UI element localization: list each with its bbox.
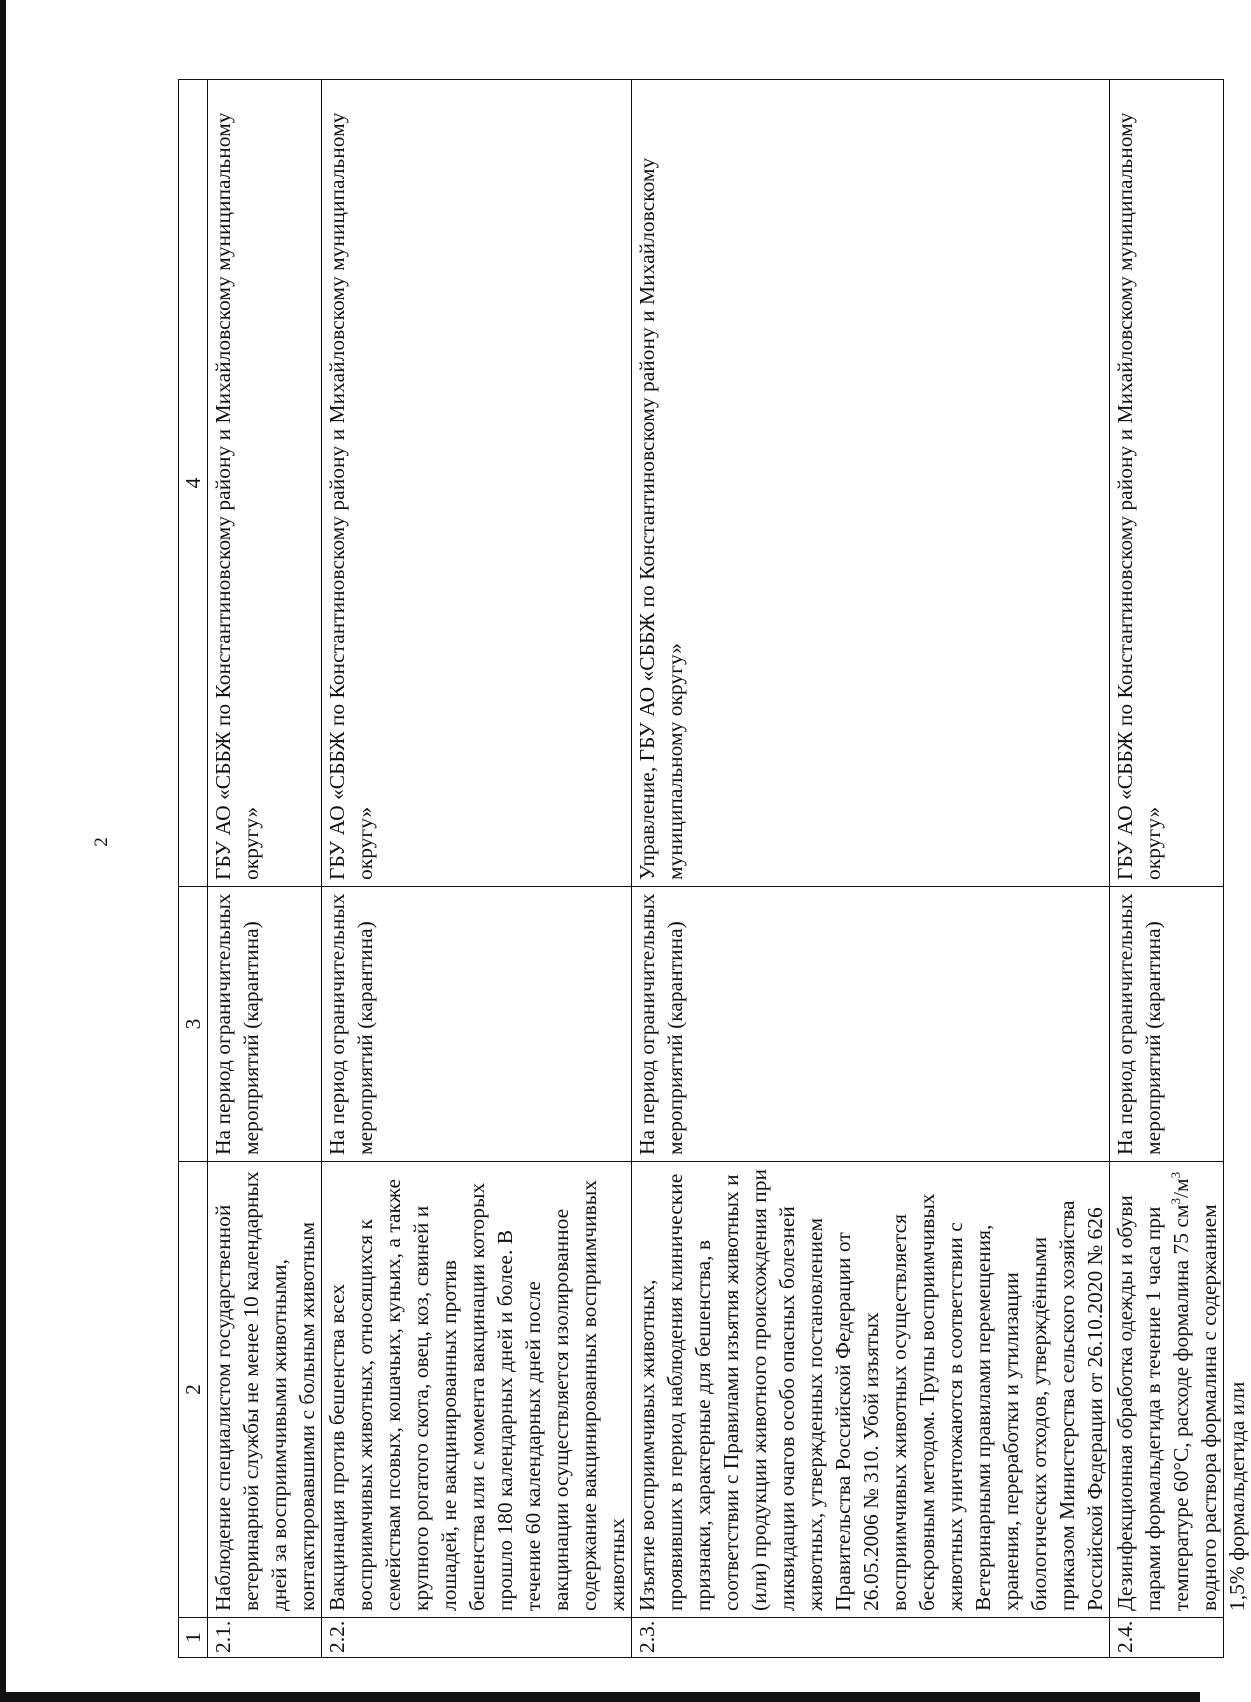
header-cell-2: 2 [179, 1162, 208, 1618]
measure-text [1111, 1168, 1249, 1611]
row-number: 2.2. [322, 1618, 632, 1658]
header-cell-1: 1 [179, 1618, 208, 1658]
measure-cell: Изъятие восприимчивых животных, проявивших в период наблюдения клинические признаки, характерные для бешенства, в соответствии с Правилами изъятия животных и (или) продукции животного происхождения при ликвидации очагов особо опасных болезней животных, утвержденных постановлением Правительства Российской Федерации от 26.05.2006 № 310. Убой изъятых восприимчивых животных осуществляется бескровным методом. Трупы восприимчивых животных уничтожаются в соответствии с Ветеринарными правилами перемещения, хранения, переработки и утилизации биологических отходов, утверждёнными приказом Министерства сельского хозяйства Российской Федерации от 26.10.2020 № 626 [632, 1162, 1110, 1618]
table-row [1110, 80, 1224, 1658]
superscript: 3 [1167, 1198, 1183, 1205]
period-cell: На период ограничительных мероприятий (карантина) [322, 887, 632, 1162]
header-cell-3: 3 [179, 887, 208, 1162]
responsible-cell: ГБУ АО «СББЖ по Константиновскому району и Михайловскому муниципальному округу» [322, 80, 632, 887]
measure-cell: Наблюдение специалистом государственной ветеринарной службы не менее 10 календарных дней за восприимчивыми животными, контактировавшими с больным животным [208, 1162, 322, 1618]
row-number: 2.4. [1110, 1618, 1224, 1658]
superscript: 3 [1167, 1171, 1183, 1179]
period-cell: На период ограничительных мероприятий (карантина) [1110, 887, 1224, 1162]
responsible-cell: Управление, ГБУ АО «СББЖ по Константиновскому району и Михайловскому муниципальному округу» [632, 80, 1110, 887]
measure-text-part1: Дезинфекционная обработка одежды и обуви парами формальдегида в течение 1 часа при температуре 60°С, расходе формалина 75 см [1113, 1195, 1193, 1611]
table-row [632, 80, 1110, 1658]
scan-border-bottom [0, 1692, 1200, 1702]
table-row [208, 80, 322, 1658]
period-cell: На период ограничительных мероприятий (карантина) [632, 887, 1110, 1162]
row-number: 2.1. [208, 1618, 322, 1658]
rotated-table-wrapper [178, 80, 1249, 1658]
header-cell-4: 4 [179, 80, 208, 887]
scan-border-left [0, 0, 6, 1702]
unit-text: /м [1169, 1178, 1193, 1198]
responsible-cell: ГБУ АО «СББЖ по Константиновскому району и Михайловскому муниципальному округу» [1110, 80, 1224, 887]
measure-cell: Вакцинация против бешенства всех восприимчивых животных, относящихся к семействам псовых, кошачьих, куньих, а также крупного рогатого скота, овец, коз, свиней и лошадей, не вакцинированных против бешенства или с момента вакцинации которых прошло 180 календарных дней и более. В течение 60 календарных дней после вакцинации осуществляется изолированное содержание вакцинированных восприимчивых животных [322, 1162, 632, 1618]
table-row [322, 80, 632, 1658]
period-cell: На период ограничительных мероприятий (карантина) [208, 887, 322, 1162]
page-number: 2 [91, 837, 112, 847]
measure-cell [1110, 1162, 1249, 1618]
responsible-cell: ГБУ АО «СББЖ по Константиновскому району и Михайловскому муниципальному округу» [208, 80, 322, 887]
row-number: 2.3. [632, 1618, 1110, 1658]
header-row [179, 80, 208, 1658]
measures-table [178, 79, 1249, 1658]
measure-text-part2: водного раствора формалина с содержанием 1,5% формальдегида или [1197, 1204, 1249, 1611]
